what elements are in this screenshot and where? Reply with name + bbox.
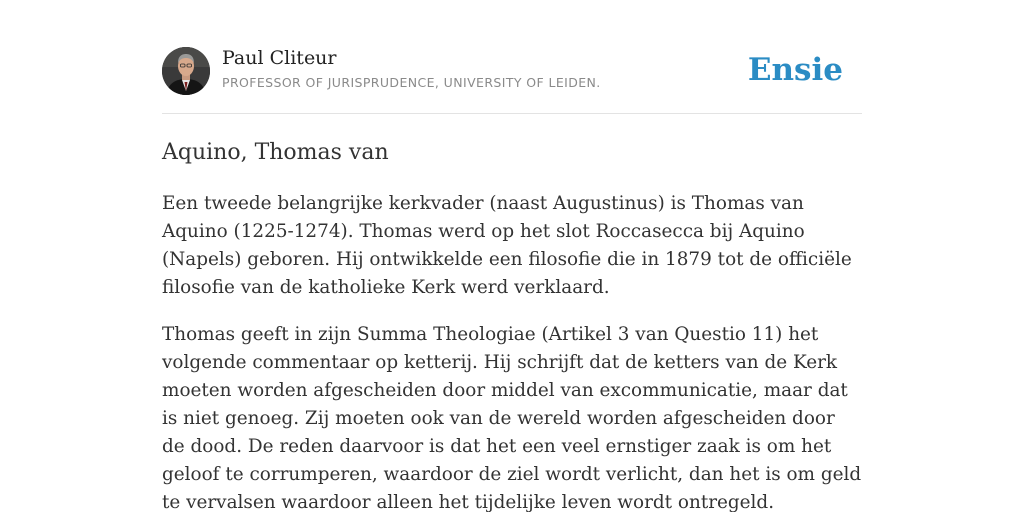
author-portrait-icon: [162, 47, 210, 95]
author-name[interactable]: Paul Cliteur: [222, 47, 337, 69]
article-container: [162, 0, 862, 512]
article-paragraph: Een tweede belangrijke kerkvader (naast Augustinus) is Thomas van Aquino (1225-1274). Thomas werd op het slot Roccasecca bij Aquino (Napels) geboren. Hij ontwikkelde een filosofie die in 1879 tot de officiële filosofie van de katholieke Kerk werd verklaard.: [162, 193, 852, 298]
author-title: PROFESSOR OF JURISPRUDENCE, UNIVERSITY OF LEIDEN.: [222, 75, 601, 90]
author-avatar[interactable]: [162, 47, 210, 95]
article-title: Aquino, Thomas van: [162, 140, 389, 165]
article-paragraph: Thomas geeft in zijn Summa Theologiae (Artikel 3 van Questio 11) het volgende commentaar op ketterij. Hij schrijft dat de ketters van de Kerk moeten worden afgescheiden door middel van excommunicatie, maar dat is niet genoeg. Zij moeten ook van de wereld worden afgescheiden door de dood. De reden daarvoor is dat het een veel ernstiger zaak is om het geloof te corrumperen, waardoor de ziel wordt verlicht, dan het is om geld te vervalsen waardoor alleen het tijdelijke leven wordt ontregeld.: [162, 324, 862, 512]
article-body: [162, 190, 862, 512]
author-header: [162, 0, 862, 114]
ensie-logo-link[interactable]: Ensie: [747, 52, 843, 88]
